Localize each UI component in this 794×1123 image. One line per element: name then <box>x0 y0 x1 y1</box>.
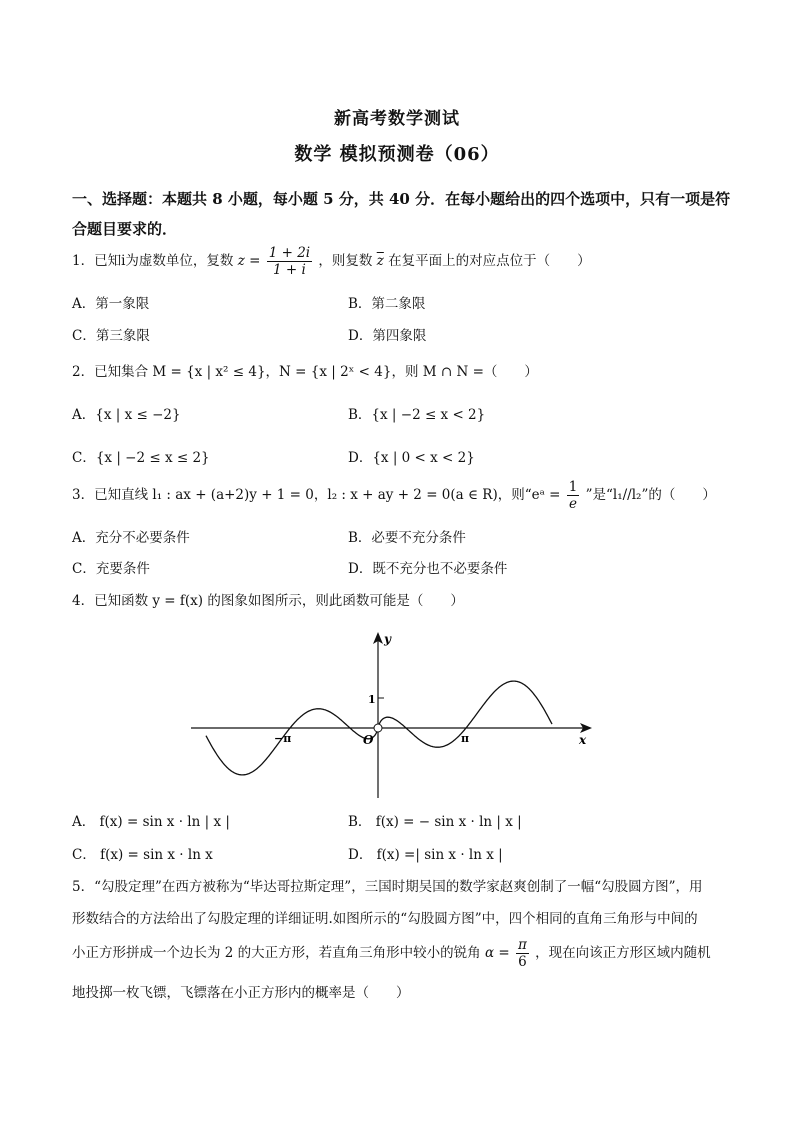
q5-line-3 <box>72 937 722 970</box>
origin-hole <box>374 724 382 732</box>
q1-fraction <box>267 245 312 278</box>
q5-alpha: α = <box>484 945 510 961</box>
q2-option-b[interactable]: B．{x | −2 ≤ x < 2} <box>348 407 486 423</box>
exam-title: 新高考数学测试 <box>334 109 460 129</box>
x-axis-label: x <box>579 733 587 747</box>
question-2: 2．已知集合 M = {x | x² ≤ 4}，N = {x | 2ˣ < 4}，则 M ∩ N =（ ） <box>72 364 538 380</box>
section-heading: 一、选择题：本题共 8 小题，每小题 5 分，共 40 分．在每小题给出的四个选项中，只有一项是符合题目要求的． <box>72 190 731 238</box>
q4-option-a[interactable]: A． f(x) = sin x · ln | x | <box>72 814 230 830</box>
q3-prefix: 3．已知直线 l₁ : ax + (a+2)y + 1 = 0，l₂ : x + ay + 2 = 0(a ∈ R)，则“eᵃ = <box>72 487 561 503</box>
q3-option-a[interactable]: A．充分不必要条件 <box>72 530 190 546</box>
q1-numerator: 1 + 2i <box>268 245 311 261</box>
neg-pi-label: −π <box>274 732 292 745</box>
question-3 <box>72 479 716 512</box>
q3-option-b[interactable]: B．必要不充分条件 <box>348 530 466 546</box>
q4-option-b[interactable]: B． f(x) = − sin x · ln | x | <box>348 814 522 830</box>
exam-subtitle: 数学 模拟预测卷（06） <box>294 144 500 165</box>
q3-denominator: e <box>569 496 577 512</box>
question-1 <box>72 245 591 278</box>
q1-middle: ，则复数 <box>318 253 373 269</box>
y-axis-label: y <box>384 632 391 646</box>
q2-option-a[interactable]: A．{x | x ≤ −2} <box>72 407 181 423</box>
q2-option-c[interactable]: C．{x | −2 ≤ x ≤ 2} <box>72 450 210 466</box>
q3-fraction <box>567 479 580 512</box>
question-4: 4．已知函数 y = f(x) 的图象如图所示，则此函数可能是（ ） <box>72 593 464 609</box>
q1-option-b[interactable]: B．第二象限 <box>348 296 426 312</box>
q4-option-c[interactable]: C． f(x) = sin x · ln x <box>72 847 213 863</box>
q5-line-1: 5．“勾股定理”在西方被称为“毕达哥拉斯定理”，三国时期吴国的数学家赵爽创制了一幅“勾股圆方图”，用 <box>72 879 703 895</box>
y-one-label: 1 <box>368 693 376 706</box>
q4-option-d[interactable]: D． f(x) =| sin x · ln x | <box>348 847 503 863</box>
q1-denominator: 1 + i <box>273 262 306 278</box>
q1-option-d[interactable]: D．第四象限 <box>348 328 427 344</box>
q5-line-3-prefix: 小正方形拼成一个边长为 2 的大正方形，若直角三角形中较小的锐角 <box>72 945 481 961</box>
q5-numerator: π <box>518 937 527 953</box>
q2-option-d[interactable]: D．{x | 0 < x < 2} <box>348 450 475 466</box>
q3-suffix: ”是“l₁//l₂”的（ ） <box>585 487 716 503</box>
q3-numerator: 1 <box>568 479 578 495</box>
q5-fraction <box>516 937 529 970</box>
q1-option-c[interactable]: C．第三象限 <box>72 328 150 344</box>
function-graph <box>186 628 606 800</box>
origin-label: O <box>363 733 374 747</box>
q5-denominator: 6 <box>518 954 527 970</box>
q5-line-4: 地投掷一枚飞镖，飞镖落在小正方形内的概率是（ ） <box>72 985 410 1001</box>
q5-line-2: 形数结合的方法给出了勾股定理的详细证明.如图所示的“勾股圆方图”中，四个相同的直角三角形与中间的 <box>72 911 698 927</box>
q1-zbar: $\overline{z}$ <box>376 253 384 269</box>
q3-option-c[interactable]: C．充要条件 <box>72 561 150 577</box>
q3-option-d[interactable]: D．既不充分也不必要条件 <box>348 561 508 577</box>
q5-line-3-suffix: ，现在向该正方形区域内随机 <box>535 945 711 961</box>
q1-suffix: 在复平面上的对应点位于（ ） <box>388 253 591 269</box>
q1-z: z = <box>237 253 261 269</box>
q1-prefix: 1．已知i为虚数单位，复数 <box>72 253 234 269</box>
pi-label: π <box>461 732 470 745</box>
q1-option-a[interactable]: A．第一象限 <box>72 296 150 312</box>
